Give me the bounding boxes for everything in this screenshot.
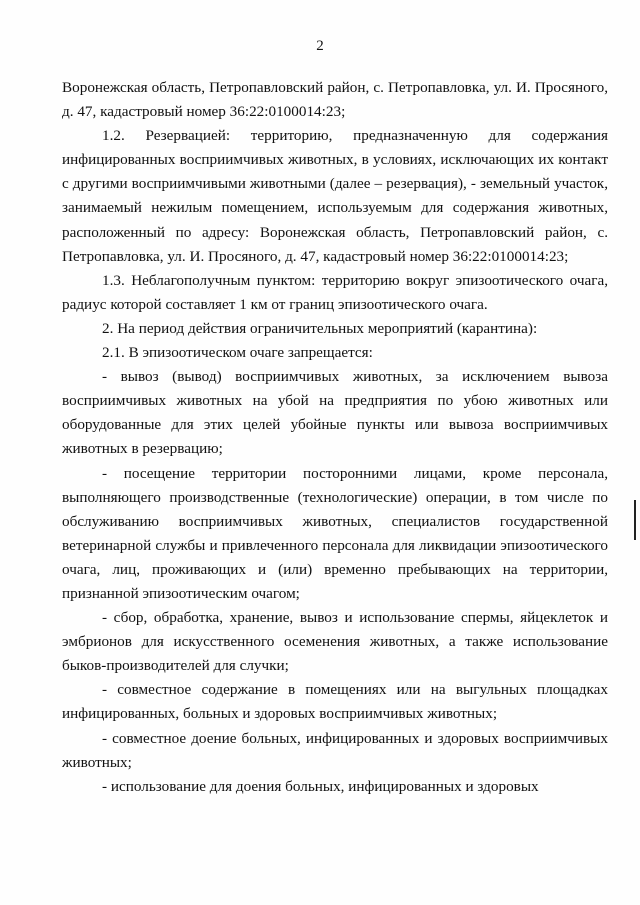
list-item-animal-export: - вывоз (вывод) восприимчивых животных, за исключением вывоза восприимчивых животных на убой на предприятия по убою животных или оборудованные для этих целей убойные пункты или вывоза восприимчивых животных в резервацию; [62, 368, 608, 458]
paragraph-2-1-prohibited: 2.1. В эпизоотическом очаге запрещается: [102, 344, 373, 362]
list-item-territory-visit: - посещение территории посторонними лицами, кроме персонала, выполняющего производственные (технологические) операции, в том числе по обслуживанию восприимчивых животных, специалистов государственной ветеринарной службы и привлеченного персонала для ликвидации эпизоотического очага, лиц, проживающих и (или) временно пребывающих на территории, признанной эпизоотическим очагом; [62, 464, 608, 602]
paragraph-address-continuation: Воронежская область, Петропавловский район, с. Петропавловка, ул. И. Просяного, д. 47, кадастровый номер 36:22:0100014:23; [62, 79, 608, 121]
document-body [62, 76, 608, 799]
page-number: 2 [316, 38, 324, 54]
scan-edge-mark [634, 500, 636, 540]
list-item-milking-use: - использование для доения больных, инфицированных и здоровых [102, 777, 539, 795]
list-item-joint-keeping: - совместное содержание в помещениях или на выгульных площадках инфицированных, больных и здоровых восприимчивых животных; [62, 681, 608, 723]
list-item-sperm-collection: - сбор, обработка, хранение, вывоз и использование спермы, яйцеклеток и эмбрионов для искусственного осеменения животных, а также использование быков-производителей для случки; [62, 609, 608, 675]
paragraph-2-quarantine-period: 2. На период действия ограничительных мероприятий (карантина): [102, 319, 538, 337]
list-item-joint-milking: - совместное доение больных, инфицированных и здоровых восприимчивых животных; [62, 729, 608, 771]
paragraph-1-3-unfavorable-point: 1.3. Неблагополучным пунктом: территорию вокруг эпизоотического очага, радиус которой составляет 1 км от границ эпизоотического очага. [62, 271, 608, 313]
paragraph-1-2-reservation: 1.2. Резервацией: территорию, предназначенную для содержания инфицированных восприимчивых животных, в условиях, исключающих их контакт с другими восприимчивыми животными (далее – резервация), - земельный участок, занимаемый нежилым помещением, используемым для содержания животных, расположенный по адресу: Воронежская область, Петропавловский район, с. Петропавловка, ул. И. Просяного, д. 47, кадастровый номер 36:22:0100014:23; [62, 127, 608, 265]
